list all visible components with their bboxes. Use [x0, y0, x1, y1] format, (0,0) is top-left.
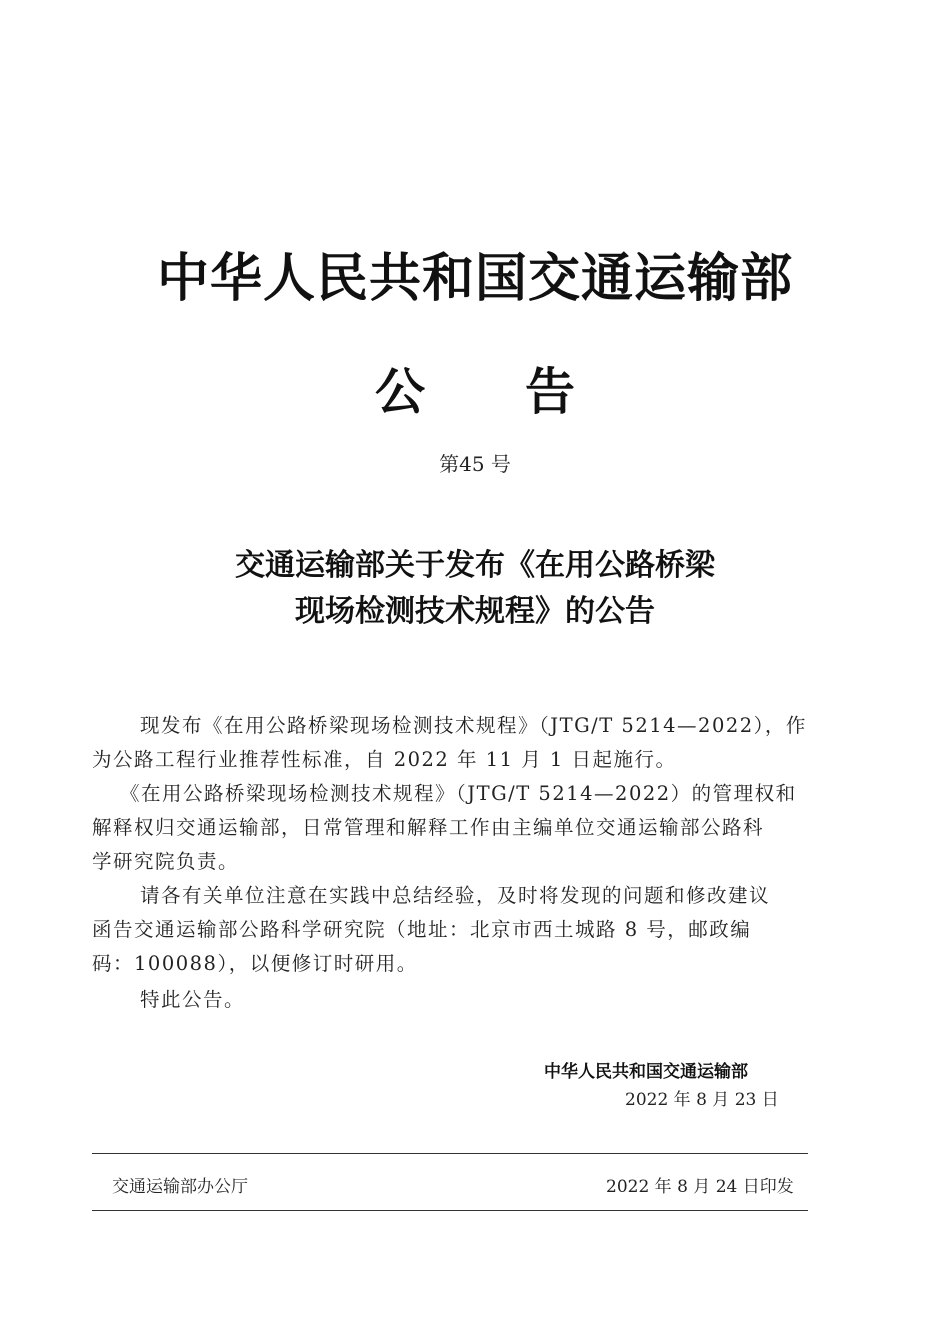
body-paragraph-2-line-3: 学研究院负责。 [92, 850, 240, 873]
body-paragraph-3-line-1: 请各有关单位注意在实践中总结经验，及时将发现的问题和修改建议 [140, 884, 771, 907]
footer-issuer: 交通运输部办公厅 [112, 1177, 248, 1197]
body-paragraph-3-line-3: 码：100088），以便修订时研用。 [92, 952, 418, 975]
notice-title-line-1: 交通运输部关于发布《在用公路桥梁 [235, 548, 715, 583]
body-paragraph-1-line-1: 现发布《在用公路桥梁现场检测技术规程》（JTG/T 5214—2022），作 [140, 714, 807, 737]
body-paragraph-2-line-1: 《在用公路桥梁现场检测技术规程》（JTG/T 5214—2022）的管理权和 [120, 782, 797, 805]
body-paragraph-2-line-2: 解释权归交通运输部，日常管理和解释工作由主编单位交通运输部公路科 [92, 816, 765, 839]
document-number: 第45 号 [439, 452, 511, 476]
doc-type-char-1: 公 [375, 363, 425, 421]
footer-bottom-rule [92, 1210, 808, 1211]
body-closing-line: 特此公告。 [140, 988, 246, 1011]
signature-date: 2022 年 8 月 23 日 [625, 1090, 779, 1110]
ministry-title: 中华人民共和国交通运输部 [156, 249, 793, 309]
notice-title-line-2: 现场检测技术规程》的公告 [295, 594, 655, 629]
footer-top-rule [92, 1153, 808, 1154]
signature-organization: 中华人民共和国交通运输部 [544, 1062, 748, 1082]
doc-type-char-2: 告 [525, 363, 575, 421]
body-paragraph-1-line-2: 为公路工程行业推荐性标准，自 2022 年 11 月 1 日起施行。 [92, 748, 677, 771]
footer-issue-date: 2022 年 8 月 24 日印发 [606, 1177, 794, 1197]
document-type-heading [0, 352, 950, 424]
body-paragraph-3-line-2: 函告交通运输部公路科学研究院（地址：北京市西土城路 8 号，邮政编 [92, 918, 752, 941]
